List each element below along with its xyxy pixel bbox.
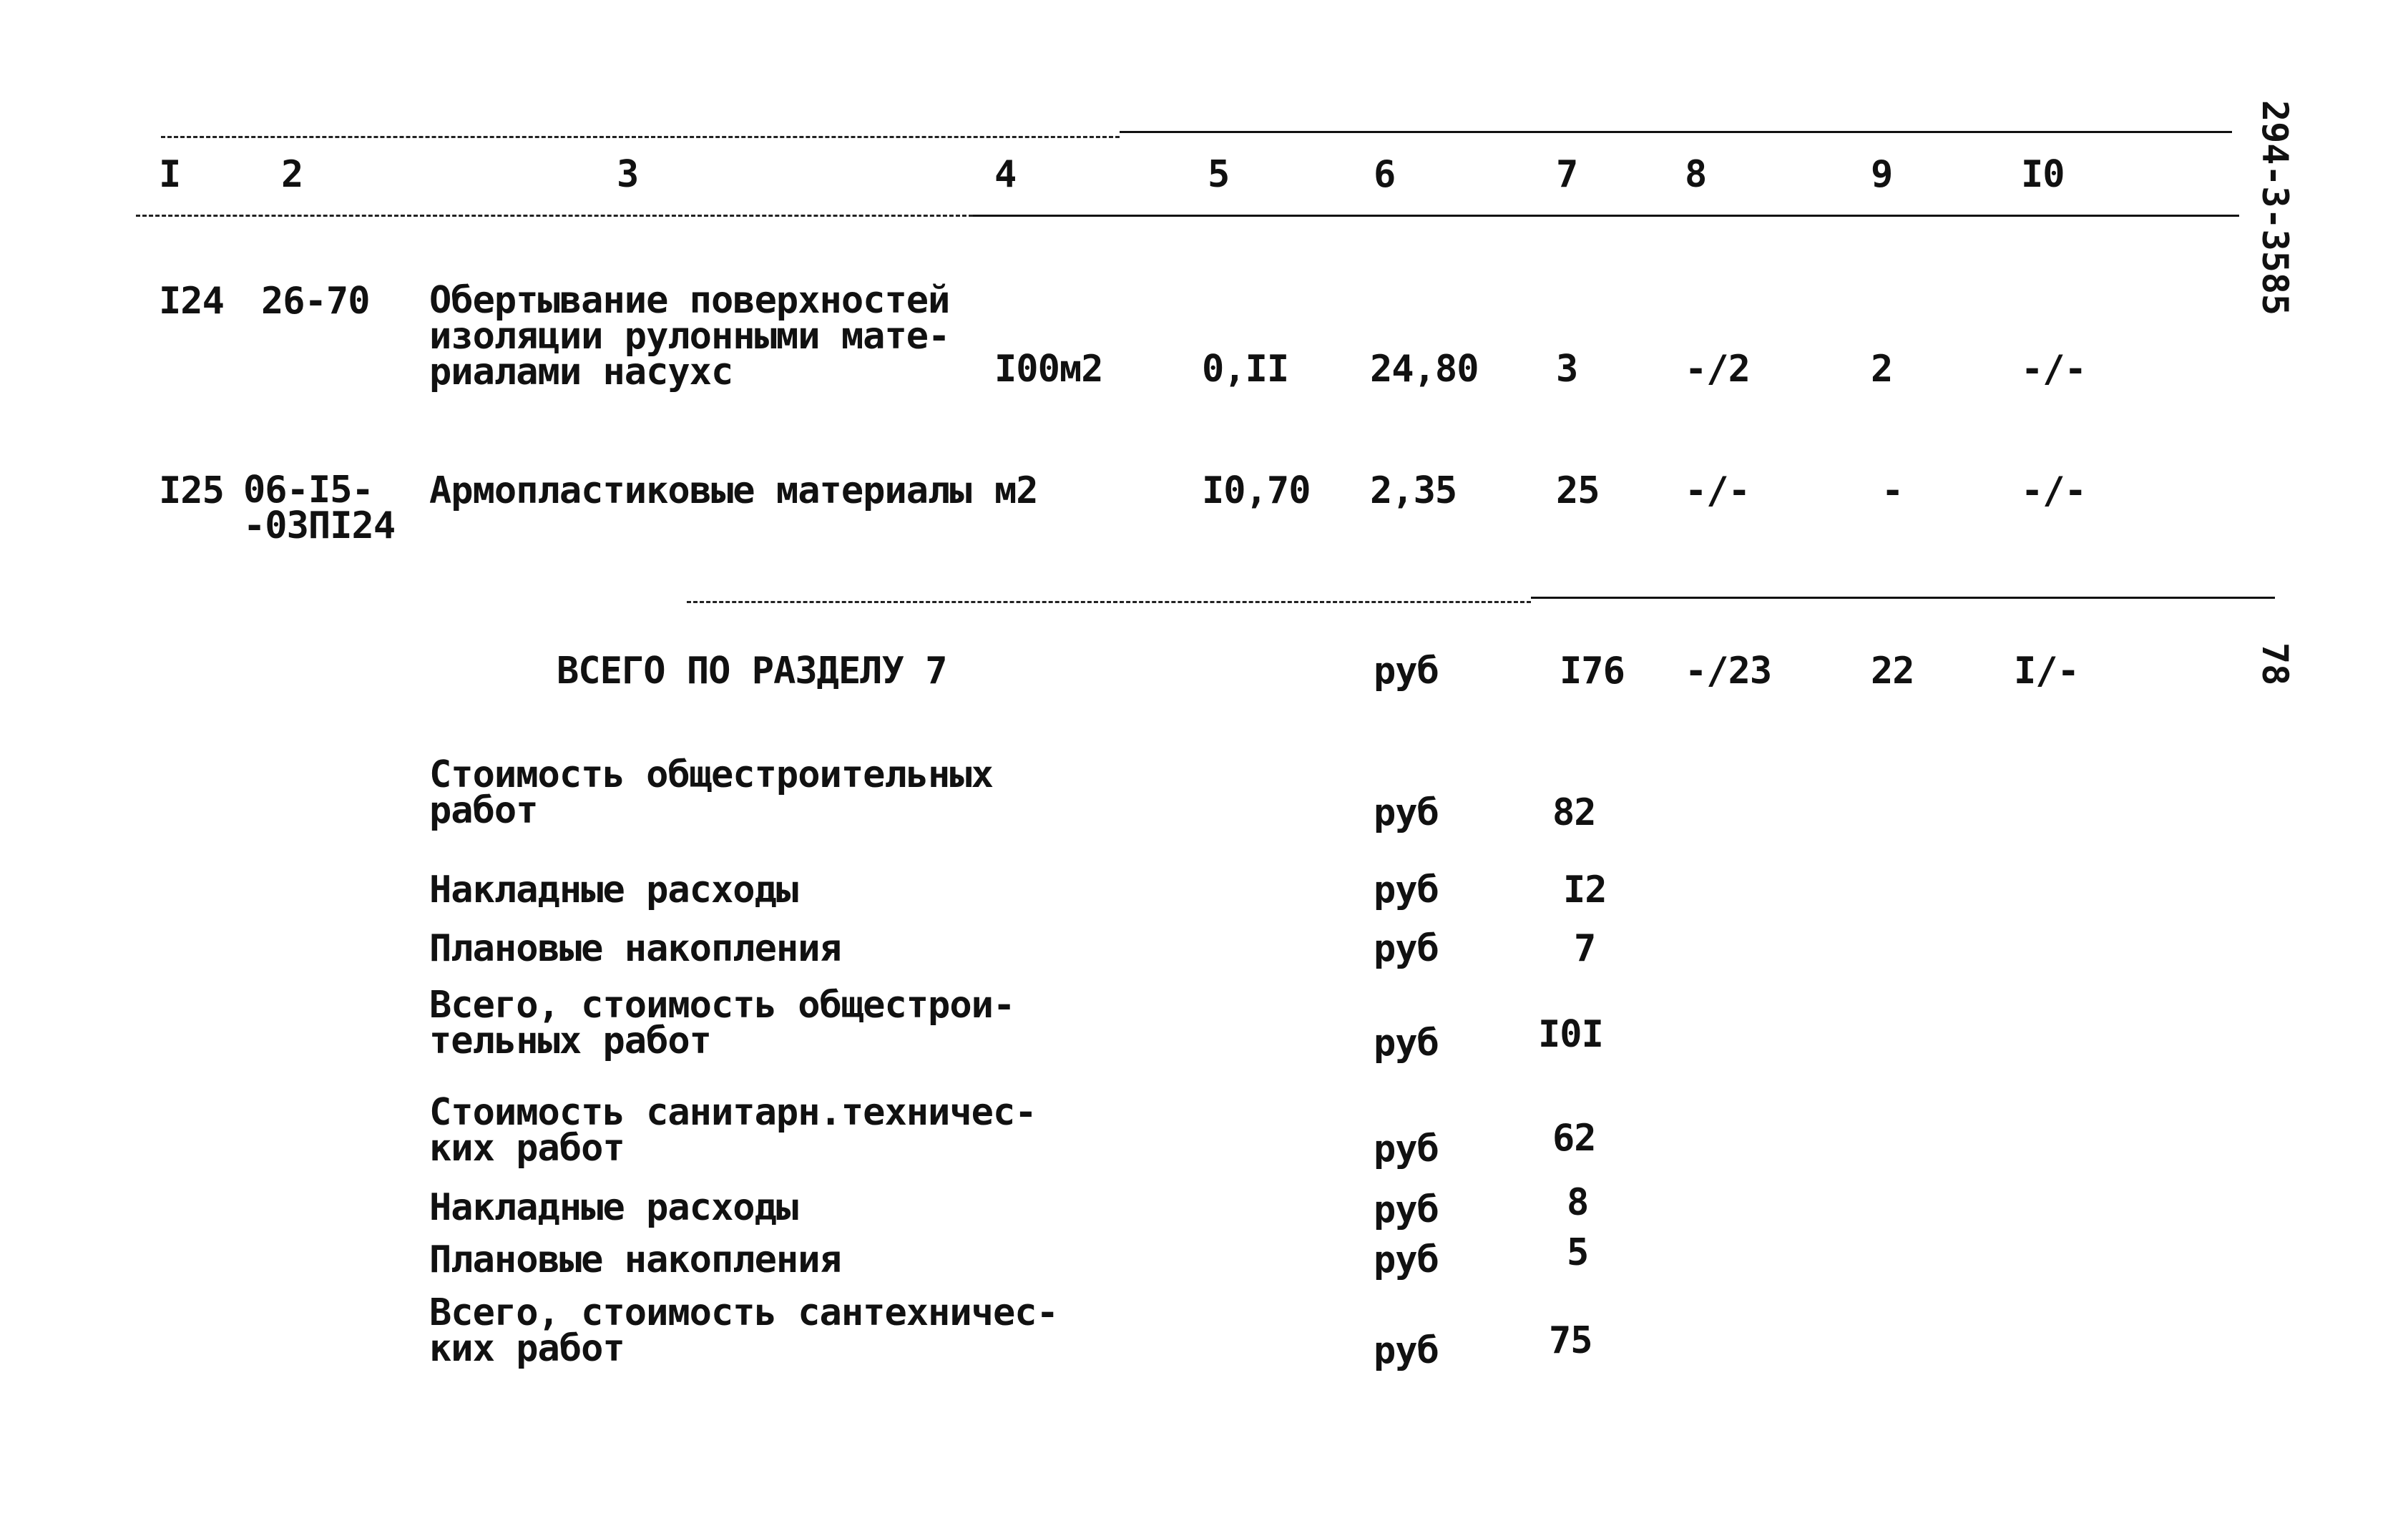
summary-value-sanitary-cost: 62 [1552,1117,1596,1160]
section-total-unit: руб [1374,650,1439,693]
row-125-unit: м2 [994,469,1038,512]
section-total-label: ВСЕГО ПО РАЗДЕЛУ 7 [557,650,947,693]
row-124-col10: -/- [2021,348,2086,391]
row-125-qty: I0,70 [1202,469,1311,512]
column-header-5: 5 [1208,153,1230,196]
summary-value-overhead-2: 8 [1567,1181,1589,1224]
summary-unit-planned-2: руб [1374,1238,1439,1281]
summary-label-sanitary-cost: Стоимость санитарн.техничес- ких работ [429,1091,1037,1170]
summary-label-sanitary-total: Всего, стоимость сантехничес- ких работ [429,1291,1058,1370]
summary-label-overhead-2: Накладные расходы [429,1186,798,1229]
header-top-rule-left [161,136,1120,138]
row-125-col9: - [1881,469,1904,512]
row-124-code: 26-70 [261,280,370,323]
row-125-number: I25 [159,469,224,512]
summary-label-planned-1: Плановые накопления [429,927,841,970]
row-125-col8: -/- [1685,469,1750,512]
column-header-2: 2 [281,153,303,196]
header-top-rule-right [1120,131,2232,133]
column-header-1: I [159,153,181,196]
summary-unit-general-cost: руб [1374,791,1439,834]
row-125-price: 2,35 [1370,469,1457,512]
summary-unit-overhead-2: руб [1374,1188,1439,1231]
header-bottom-rule-right [973,215,2239,217]
summary-value-general-total: I0I [1538,1013,1603,1056]
section-total-col9: 22 [1871,650,1914,693]
summary-unit-overhead-1: руб [1374,869,1439,911]
row-125-col10: -/- [2021,469,2086,512]
summary-label-overhead-1: Накладные расходы [429,869,798,911]
column-header-4: 4 [994,153,1017,196]
total-separator-right [1531,597,2275,599]
row-124-unit: I00м2 [994,348,1103,391]
summary-label-general-total: Всего, стоимость общестрои- тельных работ [429,984,1015,1062]
column-header-8: 8 [1685,153,1707,196]
summary-unit-planned-1: руб [1374,927,1439,970]
column-header-7: 7 [1556,153,1578,196]
summary-value-planned-2: 5 [1567,1231,1589,1274]
section-total-value: I76 [1560,650,1625,693]
summary-value-general-cost: 82 [1552,791,1596,834]
page-number: 78 [2254,642,2296,686]
summary-value-sanitary-total: 75 [1549,1319,1592,1362]
document-code: 294-3-3585 [2254,100,2296,316]
summary-value-overhead-1: I2 [1563,869,1607,911]
row-124-price: 24,80 [1370,348,1479,391]
summary-value-planned-1: 7 [1574,927,1596,970]
row-125-total: 25 [1556,469,1600,512]
section-total-col10: I/- [2014,650,2079,693]
summary-label-general-cost: Стоимость общестроительных работ [429,753,993,832]
header-bottom-rule-left [136,215,973,217]
summary-unit-sanitary-total: руб [1374,1329,1439,1372]
summary-label-planned-2: Плановые накопления [429,1238,841,1281]
column-header-3: 3 [617,153,639,196]
row-124-number: I24 [159,280,224,323]
row-124-total: 3 [1556,348,1578,391]
summary-unit-sanitary-cost: руб [1374,1128,1439,1170]
row-125-name: Армопластиковые материалы [429,469,971,512]
row-124-col8: -/2 [1685,348,1750,391]
row-124-name: Обертывание поверхностей изоляции рулонными мате- риалами насухс [429,279,950,393]
column-header-6: 6 [1374,153,1396,196]
row-124-col9: 2 [1871,348,1893,391]
row-125-code: 06-I5- -03ПI24 [243,469,396,547]
total-separator-left [687,601,1531,603]
summary-unit-general-total: руб [1374,1022,1439,1065]
section-total-col8: -/23 [1685,650,1772,693]
row-124-qty: 0,II [1202,348,1289,391]
column-header-9: 9 [1871,153,1893,196]
column-header-10: I0 [2021,153,2065,196]
